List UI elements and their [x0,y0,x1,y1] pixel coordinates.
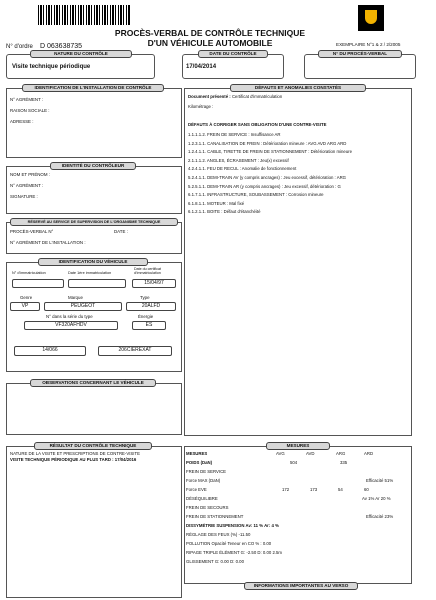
form-number-label: N° d'ordre [6,44,33,50]
nature-label: NATURE DU CONTRÔLE [30,50,132,58]
defects-section-title: DÉFAUTS À CORRIGER SANS OBLIGATION D'UNE CONTRE-VISITE [188,122,327,127]
measures-efficacite: Efficacité 51% [366,478,394,483]
title-line-1: PROCÈS-VERBAL DE CONTRÔLE TECHNIQUE [114,28,306,38]
right-code: EXEMPLAIRE N°1 & 2 / 2/2005 [336,42,401,47]
observations-box [6,383,182,435]
controller-agreement-label: N° AGRÉMENT : [10,183,44,188]
vehicle-model-value: 206CIEREXAT [98,346,172,356]
installation-agreement-label: N° AGRÉMENT : [10,97,44,102]
controller-signature-label: SIGNATURE : [10,194,38,199]
measures-cell: 54 [338,487,343,492]
result-header: RÉSULTAT DU CONTRÔLE TECHNIQUE [34,442,152,450]
vehicle-energie-label: Énergie [138,314,154,319]
measures-header: MESURES [266,442,330,450]
defect-item: 1.1.1.1.2. FREIN DE SERVICE : Insuffisance AR [188,132,281,137]
vehicle-energie-value: ES [132,321,166,330]
vehicle-genre-value: VP [10,302,40,311]
controller-header: IDENTITÉ DU CONTRÔLEUR [50,162,136,170]
supervision-agreement-label: N° AGRÉMENT DE L'INSTALLATION : [10,240,86,245]
date-value: 17/04/2014 [186,64,217,70]
measures-col-header: ARD [364,451,374,456]
logo-shield-icon [365,10,377,24]
measures-cell: 335 [340,460,348,465]
defects-doc-value: Certificat d'immatriculation [231,94,283,99]
defects-doc-label [188,94,282,99]
vehicle-km-value: 14/066 [14,346,86,356]
supervision-box [6,222,182,254]
page-title [80,28,340,48]
defect-item: 1.2.4.1.1. CABLE, TIRETTE DE FREIN DE STATIONNEMENT : Détérioration mineure [188,149,352,155]
measures-col-header: AVG [276,451,285,456]
vehicle-date-reg-value [68,279,126,288]
defects-doc-label-text: Document présenté : [188,94,231,99]
installation-company-label: RAISON SOCIALE : [10,108,50,113]
measures-glissement: GLISSEMENT G: 0.00 D: 0.00 [186,559,244,564]
supervision-date-label: DATE : [114,229,128,234]
pv-label: N° DU PROCÈS-VERBAL [318,50,402,58]
measures-row-header: MESURES [186,451,208,456]
title-line-2: D'UN VÉHICULE AUTOMOBILE [147,38,273,48]
measures-row-label: FREIN DE SERVICE [186,469,227,474]
vehicle-reg-label: N° d'immatriculation [12,271,46,275]
barcode [38,5,130,25]
date-label: DATE DU CONTRÔLE [198,50,268,58]
measures-row-label: Force MAX (DaN) [186,478,221,483]
nature-value: Visite technique périodique [12,64,91,70]
measures-efficacite-2: Efficacité 23% [366,514,394,519]
supervision-header: RÉSERVÉ AU SERVICE DE SUPERVISION DE L'ORGANISME TECHNIQUE [10,218,178,226]
vehicle-serie-value: VF320AFHDV [24,321,118,330]
vehicle-cert-label: Date du certificat d'immatriculation [134,267,161,275]
measures-row-label: DÉSÉQUILIBRE [186,496,218,501]
measures-row-label: FREIN DE STATIONNEMENT [186,514,244,519]
measures-col-header: ARG [336,451,346,456]
observations-header: OBSERVATIONS CONCERNANT LE VÉHICULE [30,379,156,387]
defects-counter-label: Kilométrage : [188,104,214,109]
vehicle-header: IDENTIFICATION DU VÉHICULE [38,258,148,266]
form-number: D 063638735 [40,43,83,50]
defect-item: 6.1.7.1.1. INFRASTRUCTURE, SOUBASSEMENT : Corrosion mineure [188,192,324,198]
measures-row-label: FREIN DE SECOURS [186,505,229,510]
supervision-pv-label: PROCÈS-VERBAL N° [10,229,54,234]
measures-row-label: Force EVE [186,487,207,492]
installation-address-label: ADRESSE : [10,119,34,124]
measures-pollution: POLLUTION Opacité Teneur en CO % : 0.00 [186,541,272,546]
info-header: INFORMATIONS IMPORTANTES AU VERSO [244,582,358,590]
measures-desequilibre: Av 1% Ar 20 % [362,496,391,501]
measures-ripage: RIPAGE TRIPLE ÉLÉMENT G: -2.50 D: 0.00 2.5m [186,550,282,555]
measures-row-label: POIDS (DaN) [186,460,213,465]
defect-item: 1.2.3.1.1. CANALISATION DE FREIN : Détérioration mineure : AVG AVD ARG ARD [188,140,347,146]
logo [358,5,384,31]
measures-col-header: AVD [306,451,315,456]
vehicle-genre-label: Genre [20,295,33,300]
measures-cell: 173 [310,487,318,492]
measures-cell: 60 [364,487,369,492]
defect-item: 5.2.4.1.1. DEMI-TRAIN AV (y compris ancrages) : Jeu excessif, détérioration : ARG [188,174,347,180]
defect-item: 5.2.5.1.1. DEMI-TRAIN AR (y compris ancrages) : Jeu excessif, détérioration : G [188,183,341,189]
result-line-2: VISITE TECHNIQUE PÉRIODIQUE AU PLUS TARD : 17/04/2016 [10,457,137,462]
defect-item: 6.1.2.1.1. BOITE : Défaut d'étanchéité [188,209,261,215]
vehicle-date-reg-label: Date 1ère immatriculation [68,271,112,275]
defect-item: 4.2.4.1.1. FEU DE RECUL : Anomalie de fonctionnement [188,166,297,172]
defect-item: 6.1.8.1.1. MOTEUR : Mal fixé [188,200,245,206]
vehicle-type-label: Type [140,295,150,300]
vehicle-serie-label: N° dans la série du type [46,314,93,319]
installation-header: IDENTIFICATION DE L'INSTALLATION DE CONTRÔLE [22,84,164,92]
defects-header: DÉFAUTS ET ANOMALIES CONSTATÉS [230,84,366,92]
measures-cell: 504 [290,460,298,465]
result-line-1: NATURE DE LA VISITE ET PRESCRIPTIONS DE CONTRE-VISITE [10,451,140,456]
controller-name-label: NOM ET PRÉNOM : [10,172,50,177]
measures-cell: 172 [282,487,290,492]
measures-reglage: RÉGLAGE DES FEUX (%) -11.50 [186,532,251,537]
vehicle-marque-label: Marque [68,295,83,300]
measures-suspension: DISSYMÉTRIE SUSPENSION Av: 11 % Ar: 4 % [186,523,279,528]
defects-list [188,131,406,217]
vehicle-marque-value: PEUGEOT [44,302,122,311]
vehicle-cert-value: 15/04/97 [132,279,176,288]
vehicle-type-value: 20ALFD [126,302,176,311]
defect-item: 2.1.1.1.2. ANGLES, ÉCRASEMENT : Jeu(x) excessif [188,157,289,163]
result-box [6,446,182,598]
vehicle-reg-value [12,279,64,288]
